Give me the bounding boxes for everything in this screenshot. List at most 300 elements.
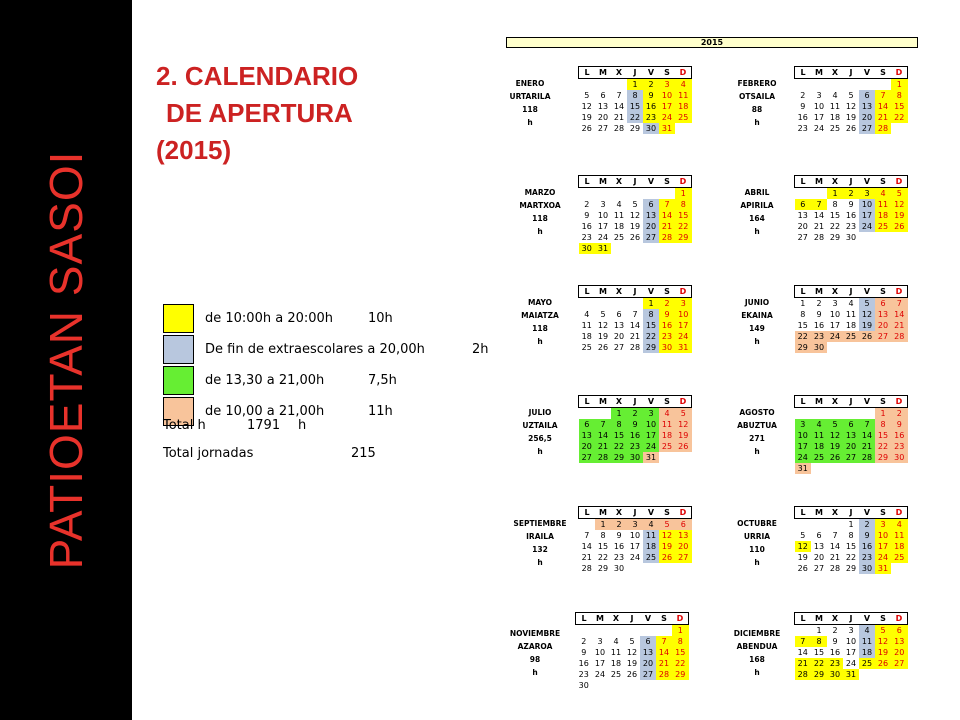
day-cell: 31 — [659, 123, 675, 134]
day-cell: 17 — [875, 541, 891, 552]
day-cell — [608, 680, 624, 691]
month-label — [497, 296, 583, 348]
day-cell: 26 — [626, 670, 638, 679]
day-cell: 26 — [629, 233, 641, 242]
day-cell: 28 — [656, 669, 672, 680]
legend-value: 2h — [472, 342, 489, 357]
legend-label: de 10,00 a 21,00h — [205, 404, 325, 419]
day-cell: 27 — [859, 123, 875, 134]
week-row — [795, 541, 908, 552]
day-cell: 26 — [859, 331, 875, 342]
month-calendar — [578, 395, 692, 463]
day-cell: 20 — [875, 320, 891, 331]
weekday-header — [795, 67, 908, 79]
weekday-label: V — [859, 67, 875, 79]
day-cell: 17 — [829, 321, 841, 330]
day-cell: 1 — [891, 79, 908, 91]
day-cell: 13 — [579, 430, 596, 441]
weekday-label: V — [859, 286, 875, 298]
week-row — [579, 563, 692, 574]
day-cell: 3 — [848, 626, 854, 635]
week-row — [579, 309, 692, 320]
day-cell: 28 — [629, 343, 641, 352]
weekday-label: J — [843, 507, 859, 519]
weekday-label: M — [595, 176, 611, 188]
day-cell — [611, 188, 627, 200]
day-cell: 3 — [875, 519, 891, 531]
day-cell: 7 — [832, 531, 838, 540]
day-cell: 6 — [795, 199, 812, 210]
total-hours-label: Total h — [163, 418, 206, 433]
day-cell: 10 — [675, 309, 692, 320]
day-cell: 17 — [643, 430, 659, 441]
day-cell: 12 — [845, 102, 857, 111]
day-cell: 5 — [659, 519, 675, 531]
day-cell: 13 — [813, 542, 825, 551]
day-cell: 17 — [597, 222, 609, 231]
day-cell: 21 — [859, 441, 875, 452]
month-unit: h — [532, 668, 538, 677]
day-cell: 4 — [584, 310, 590, 319]
day-cell: 29 — [829, 233, 841, 242]
legend-value: 11h — [368, 404, 393, 419]
day-cell — [843, 79, 859, 91]
month-calendar — [578, 506, 692, 574]
day-cell: 11 — [875, 199, 891, 210]
month-hours: 149 — [749, 324, 765, 333]
day-cell — [627, 243, 643, 254]
month-eu: MAIATZA — [521, 311, 559, 320]
weekday-label: S — [875, 507, 891, 519]
day-cell: 17 — [659, 101, 675, 112]
day-cell: 27 — [640, 669, 656, 680]
day-cell: 10 — [875, 530, 891, 541]
day-cell: 6 — [643, 199, 659, 210]
day-cell: 3 — [859, 188, 875, 200]
day-cell — [843, 408, 859, 420]
day-cell: 25 — [875, 221, 891, 232]
day-cell: 1 — [627, 79, 643, 91]
weekday-label: L — [795, 507, 812, 519]
day-cell: 10 — [594, 648, 606, 657]
day-cell: 28 — [875, 123, 891, 134]
day-cell — [827, 519, 843, 531]
weekday-label: V — [640, 613, 656, 625]
day-cell: 30 — [827, 669, 843, 680]
month-calendar — [578, 285, 692, 353]
month-label — [714, 77, 800, 129]
day-cell: 12 — [859, 309, 875, 320]
week-row — [795, 636, 908, 647]
day-cell — [675, 123, 692, 134]
month-label — [714, 517, 800, 569]
day-cell: 9 — [584, 211, 590, 220]
day-cell: 9 — [859, 530, 875, 541]
day-cell: 7 — [891, 298, 908, 310]
month-calendar — [794, 175, 908, 243]
day-cell — [579, 408, 596, 420]
calendar-body — [795, 396, 908, 475]
day-cell — [659, 188, 675, 200]
month-unit: h — [754, 558, 760, 567]
day-cell — [891, 342, 908, 353]
weekday-label: J — [843, 396, 859, 408]
weekday-label: J — [843, 613, 859, 625]
day-cell — [592, 625, 608, 637]
day-cell: 22 — [795, 331, 812, 342]
day-cell: 23 — [891, 441, 908, 452]
month-hours: 98 — [529, 655, 541, 664]
day-cell: 3 — [597, 637, 603, 646]
month-calendar — [575, 612, 689, 691]
month-eu: UZTAILA — [522, 421, 558, 430]
week-row — [579, 188, 692, 200]
day-cell: 3 — [816, 91, 822, 100]
day-cell: 30 — [659, 342, 675, 353]
month-es: DICIEMBRE — [733, 629, 781, 638]
week-row — [795, 199, 908, 210]
day-cell: 2 — [832, 626, 838, 635]
day-cell: 10 — [795, 430, 812, 441]
day-cell: 20 — [640, 658, 656, 669]
day-cell: 10 — [629, 531, 641, 540]
month-unit: h — [537, 558, 543, 567]
day-cell — [640, 680, 656, 691]
day-cell: 19 — [659, 541, 675, 552]
week-row — [579, 530, 692, 541]
day-cell: 27 — [813, 564, 825, 573]
day-cell — [811, 519, 827, 531]
day-cell: 25 — [610, 670, 622, 679]
weekday-label: L — [579, 176, 596, 188]
day-cell: 6 — [616, 310, 622, 319]
day-cell: 24 — [827, 331, 843, 342]
day-cell — [859, 669, 875, 680]
weekday-label: L — [795, 613, 812, 625]
day-cell: 9 — [659, 309, 675, 320]
day-cell: 13 — [875, 309, 891, 320]
weekday-label: V — [643, 507, 659, 519]
month-eu: ABENDUA — [736, 642, 778, 651]
calendar-body — [579, 396, 692, 464]
day-cell — [859, 79, 875, 91]
calendar-body — [795, 176, 908, 244]
day-cell: 11 — [613, 211, 625, 220]
calendar-body — [795, 507, 908, 575]
day-cell — [643, 243, 659, 254]
day-cell: 24 — [795, 452, 812, 463]
day-cell: 14 — [813, 211, 825, 220]
day-cell: 21 — [875, 112, 891, 123]
weekday-label: J — [843, 176, 859, 188]
weekday-label: X — [611, 396, 627, 408]
day-cell: 20 — [597, 113, 609, 122]
day-cell: 15 — [611, 430, 627, 441]
month-calendar — [578, 66, 692, 134]
day-cell: 9 — [848, 200, 854, 209]
day-cell: 18 — [829, 113, 841, 122]
day-cell: 14 — [797, 648, 808, 657]
day-cell: 19 — [597, 332, 609, 341]
day-cell: 8 — [672, 636, 689, 647]
day-cell: 29 — [611, 452, 627, 463]
weekday-label: J — [627, 286, 643, 298]
day-cell — [595, 188, 611, 200]
weekday-header — [795, 507, 908, 519]
day-cell: 1 — [675, 188, 692, 200]
day-cell: 20 — [613, 332, 625, 341]
day-cell: 13 — [843, 430, 859, 441]
day-cell: 2 — [627, 408, 643, 420]
day-cell: 21 — [813, 222, 825, 231]
week-row — [579, 210, 692, 221]
month-eu: URTARILA — [509, 92, 551, 101]
day-cell: 22 — [891, 112, 908, 123]
month-hours: 271 — [749, 434, 765, 443]
day-cell — [891, 669, 908, 680]
weekday-label: S — [659, 67, 675, 79]
weekday-header — [795, 176, 908, 188]
day-cell: 3 — [795, 419, 812, 430]
day-cell: 11 — [659, 419, 675, 430]
day-cell: 31 — [795, 463, 812, 474]
day-cell: 4 — [848, 299, 854, 308]
day-cell: 5 — [584, 91, 590, 100]
day-cell: 29 — [811, 669, 827, 680]
weekday-label: L — [795, 176, 812, 188]
day-cell: 20 — [579, 441, 596, 452]
day-cell: 11 — [829, 102, 841, 111]
month-calendar — [578, 175, 692, 254]
day-cell: 23 — [581, 233, 592, 242]
day-cell: 26 — [597, 343, 609, 352]
month-hours: 110 — [749, 545, 765, 554]
day-cell: 4 — [643, 519, 659, 531]
day-cell: 30 — [845, 233, 857, 242]
day-cell: 9 — [581, 648, 587, 657]
day-cell — [811, 408, 827, 420]
day-cell: 18 — [659, 430, 675, 441]
day-cell: 21 — [595, 441, 611, 452]
day-cell: 28 — [859, 452, 875, 463]
day-cell: 7 — [595, 419, 611, 430]
day-cell — [795, 408, 812, 420]
month-calendar — [794, 612, 908, 680]
legend-label: de 10:00h a 20:00h — [205, 311, 334, 326]
day-cell: 2 — [843, 188, 859, 200]
day-cell: 20 — [859, 112, 875, 123]
day-cell — [795, 625, 812, 637]
day-cell: 22 — [672, 658, 689, 669]
calendar-body — [579, 507, 692, 575]
day-cell: 1 — [800, 299, 806, 308]
legend-value: 7,5h — [368, 373, 397, 388]
day-cell — [875, 342, 891, 353]
day-cell: 6 — [891, 625, 908, 637]
week-row — [795, 658, 908, 669]
day-cell: 5 — [827, 419, 843, 430]
week-row — [579, 419, 692, 430]
day-cell: 16 — [643, 101, 659, 112]
weekday-label: S — [875, 176, 891, 188]
month-eu: AZAROA — [517, 642, 553, 651]
day-cell: 22 — [829, 222, 841, 231]
day-cell — [611, 243, 627, 254]
day-cell: 29 — [845, 564, 857, 573]
week-row — [795, 441, 908, 452]
day-cell — [827, 342, 843, 353]
day-cell — [875, 232, 891, 243]
day-cell: 5 — [600, 310, 606, 319]
day-cell: 25 — [829, 124, 841, 133]
day-cell: 6 — [579, 419, 596, 430]
day-cell: 10 — [813, 102, 825, 111]
weekday-label: M — [595, 286, 611, 298]
day-cell: 15 — [891, 101, 908, 112]
day-cell: 2 — [611, 519, 627, 531]
month-label — [714, 627, 800, 679]
day-cell: 18 — [610, 659, 622, 668]
day-cell: 22 — [811, 658, 827, 669]
day-cell: 27 — [675, 552, 692, 563]
day-cell: 19 — [891, 210, 908, 221]
day-cell: 25 — [613, 233, 625, 242]
month-label — [714, 406, 800, 458]
week-row — [579, 541, 692, 552]
day-cell: 8 — [611, 419, 627, 430]
weekday-label: J — [843, 286, 859, 298]
day-cell: 14 — [629, 321, 641, 330]
legend-swatch-blue — [163, 335, 194, 364]
day-cell: 6 — [875, 298, 891, 310]
weekday-label: S — [656, 613, 672, 625]
day-cell: 20 — [813, 553, 825, 562]
week-row — [576, 658, 689, 669]
month-hours: 164 — [749, 214, 765, 223]
calendar-body — [579, 176, 692, 255]
month-label — [497, 517, 583, 569]
total-days — [163, 446, 376, 461]
day-cell — [827, 79, 843, 91]
day-cell: 1 — [643, 298, 659, 310]
month-es: ENERO — [515, 79, 545, 88]
day-cell: 4 — [659, 408, 675, 420]
day-cell: 6 — [816, 531, 822, 540]
day-cell: 15 — [829, 211, 841, 220]
day-cell: 5 — [848, 91, 854, 100]
day-cell: 29 — [875, 452, 891, 463]
week-row — [795, 463, 908, 474]
weekday-label: X — [611, 286, 627, 298]
day-cell: 9 — [616, 531, 622, 540]
month-es: FEBRERO — [737, 79, 777, 88]
day-cell: 23 — [659, 331, 675, 342]
side-title: PATIOETAN SASOI — [40, 150, 92, 570]
day-cell: 27 — [843, 452, 859, 463]
day-cell: 22 — [627, 112, 643, 123]
day-cell: 7 — [859, 419, 875, 430]
month-unit: h — [527, 118, 533, 127]
weekday-label: D — [891, 507, 908, 519]
weekday-label: L — [795, 67, 812, 79]
day-cell: 30 — [627, 452, 643, 463]
day-cell: 10 — [829, 310, 841, 319]
month-unit: h — [537, 337, 543, 346]
weekday-label: X — [608, 613, 624, 625]
month-hours: 118 — [532, 214, 548, 223]
day-cell: 12 — [891, 199, 908, 210]
week-row — [795, 342, 908, 353]
weekday-label: M — [595, 396, 611, 408]
day-cell — [595, 79, 611, 91]
week-row — [795, 320, 908, 331]
day-cell: 11 — [610, 648, 622, 657]
day-cell: 7 — [656, 636, 672, 647]
day-cell: 29 — [643, 342, 659, 353]
day-cell: 16 — [659, 320, 675, 331]
day-cell: 18 — [811, 441, 827, 452]
day-cell: 6 — [843, 419, 859, 430]
day-cell: 31 — [675, 342, 692, 353]
week-row — [579, 90, 692, 101]
day-cell: 26 — [827, 452, 843, 463]
day-cell: 4 — [859, 625, 875, 637]
day-cell: 3 — [675, 298, 692, 310]
month-eu: IRAILA — [526, 532, 554, 541]
month-hours: 132 — [532, 545, 548, 554]
day-cell: 9 — [816, 310, 822, 319]
week-row — [576, 625, 689, 637]
day-cell: 26 — [845, 124, 857, 133]
day-cell: 1 — [595, 519, 611, 531]
weekday-label: D — [675, 396, 692, 408]
month-es: NOVIEMBRE — [509, 629, 561, 638]
weekday-label: V — [643, 176, 659, 188]
weekday-label: M — [811, 396, 827, 408]
month-eu: EKAINA — [741, 311, 773, 320]
day-cell: 25 — [643, 552, 659, 563]
day-cell — [579, 79, 596, 91]
day-cell: 8 — [600, 531, 606, 540]
legend-swatch-yellow — [163, 304, 194, 333]
day-cell: 21 — [659, 221, 675, 232]
day-cell: 11 — [845, 310, 857, 319]
month-unit: h — [537, 227, 543, 236]
day-cell — [891, 123, 908, 134]
day-cell: 12 — [875, 636, 891, 647]
week-row — [795, 112, 908, 123]
day-cell — [811, 463, 827, 474]
weekday-label: X — [827, 286, 843, 298]
day-cell: 28 — [595, 452, 611, 463]
week-row — [579, 552, 692, 563]
weekday-label: D — [675, 286, 692, 298]
day-cell: 12 — [675, 419, 692, 430]
day-cell: 19 — [875, 647, 891, 658]
month-eu: APIRILA — [740, 201, 774, 210]
day-cell — [827, 408, 843, 420]
day-cell — [811, 79, 827, 91]
month-unit: h — [537, 447, 543, 456]
day-cell: 16 — [891, 430, 908, 441]
week-row — [579, 232, 692, 243]
day-cell: 15 — [797, 321, 808, 330]
day-cell: 31 — [875, 563, 891, 574]
weekday-header — [579, 507, 692, 519]
day-cell: 11 — [581, 321, 592, 330]
weekday-label: M — [811, 176, 827, 188]
week-row — [795, 530, 908, 541]
